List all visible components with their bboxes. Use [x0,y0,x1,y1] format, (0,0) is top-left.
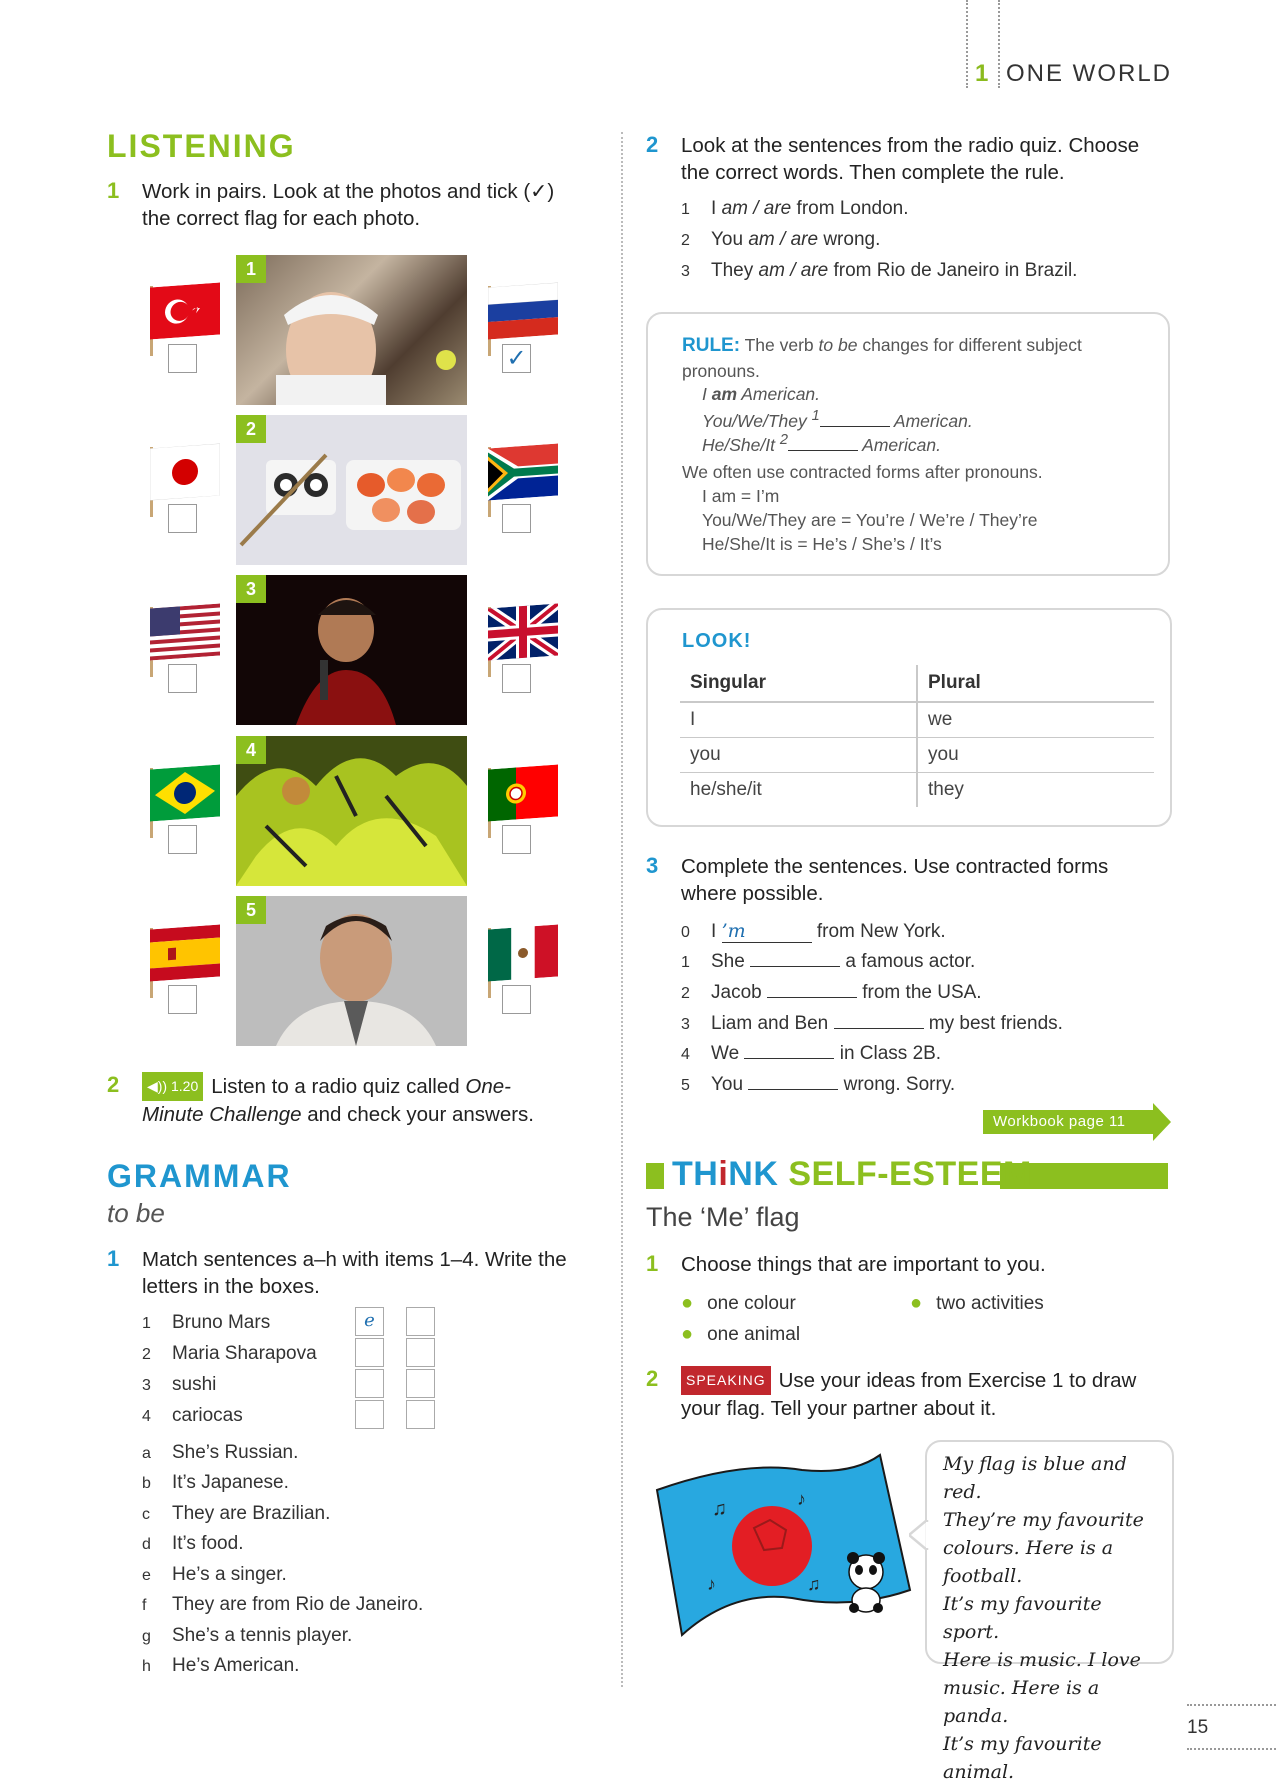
list-item: 0 I ’m from New York. [681,920,946,942]
table-row: he/she/it they [680,773,1154,808]
answer-box[interactable] [406,1338,435,1367]
rule-line: We often use contracted forms after pronouns. [682,462,1043,482]
table-header [680,665,1154,702]
think-title: THiNK SELF-ESTEEM [672,1155,1032,1193]
header-divider-right [998,0,1000,88]
listening-ex2-instruction: ◀)) 1.20 Listen to a radio quiz called One- Minute Challenge and check your answers. [142,1072,612,1128]
grammar-ex2-number: 2 [646,132,659,157]
rule-line: He/She/It is = He’s / She’s / It’s [702,534,942,554]
rule-blank[interactable] [820,426,890,427]
list-item: 1 Bruno Mars [142,1312,271,1333]
look-label: LOOK! [682,630,752,652]
photo-actor [236,896,467,1046]
south-africa-flag-icon[interactable] [488,444,558,501]
speech-bubble-text: My flag is blue and red. They’re my favourite colours. Here is a football. It’s my favourite sport. Here is music. I love music. Here is a panda. It’s my favourite animal. [943,1453,1144,1783]
music-note-icon: ♫ [712,1498,727,1520]
list-item: 5 You wrong. Sorry. [681,1074,956,1095]
answer-box[interactable] [406,1369,435,1398]
list-item: 1 She a famous actor. [681,951,976,972]
rule-line: RULE: The verb to be changes for different subject [682,335,1082,356]
rule-line: I am American. [702,384,821,404]
page-number: 15 [1187,1717,1209,1738]
bullet-icon: ● [681,1292,694,1314]
think-ex1-number: 1 [646,1251,659,1276]
answer-box[interactable] [355,1369,384,1398]
tick-box[interactable]: ✓ [502,344,531,373]
panda-icon [847,1552,885,1613]
grammar-ex3-number: 3 [646,853,659,878]
tick-box[interactable] [168,344,197,373]
answer-box[interactable] [355,1338,384,1367]
arrow-right-icon [1153,1103,1171,1141]
rule-line: You/We/They are = You’re / We’re / They’re [702,510,1038,530]
answer-box[interactable] [406,1307,435,1336]
photo-number: 3 [236,575,266,603]
listening-ex1-number: 1 [107,178,120,203]
grammar-subtitle: to be [107,1198,165,1228]
photo-number: 5 [236,896,266,924]
photo-tennis-player [236,255,467,405]
page-number-rule-top [1187,1704,1276,1706]
table-row: I we [680,702,1154,738]
rule-line: pronouns. [682,361,760,381]
tick-box[interactable] [168,825,197,854]
usa-flag-icon[interactable] [150,604,220,661]
tick-box[interactable] [168,504,197,533]
listening-ex2-number: 2 [107,1072,120,1097]
bullet-icon: ● [910,1292,923,1314]
listening-ex1-instruction: Work in pairs. Look at the photos and tick (✓) the correct flag for each photo. [142,180,555,230]
list-item: ● two activities [910,1292,1044,1314]
list-item: 3 They am / are from Rio de Janeiro in Brazil. [681,260,1078,281]
think-ex2-number: 2 [646,1366,659,1391]
answer-blank[interactable] [744,1058,834,1059]
unit-number: 1 [975,60,989,87]
speech-bubble-tail [909,1520,929,1550]
rule-line: You/We/They $^1$ American. [702,408,973,431]
tick-box[interactable] [502,504,531,533]
grammar-ex1-number: 1 [107,1246,120,1271]
answer-blank[interactable] [748,1089,838,1090]
rule-blank[interactable] [788,450,858,451]
list-item: 2 Maria Sharapova [142,1343,317,1364]
list-item: 3 sushi [142,1374,217,1395]
photo-number: 2 [236,415,266,443]
brazil-flag-icon[interactable] [150,765,220,822]
list-item: 2 You am / are wrong. [681,229,881,250]
list-item: g She’s a tennis player. [142,1625,353,1646]
list-item: 4 cariocas [142,1405,243,1426]
russia-flag-icon[interactable] [488,283,558,340]
spain-flag-icon[interactable] [150,925,220,982]
music-note-icon: ♫ [807,1574,821,1594]
list-item: d It’s food. [142,1533,244,1554]
listening-title: LISTENING [107,128,296,164]
answer-box[interactable] [406,1400,435,1429]
rule-line: I am = I’m [702,486,780,506]
bullet-icon: ● [681,1323,694,1345]
answer-box[interactable]: e [355,1307,384,1336]
answer-blank[interactable] [750,966,840,967]
tick-box[interactable] [168,985,197,1014]
banner-bar-left [646,1163,664,1189]
music-note-icon: ♪ [707,1574,716,1594]
list-item: 3 Liam and Ben my best friends. [681,1013,1063,1034]
tick-box[interactable] [168,664,197,693]
japan-flag-icon[interactable] [150,444,220,501]
list-item: c They are Brazilian. [142,1503,331,1524]
list-item: ● one colour [681,1292,796,1314]
list-item: a She’s Russian. [142,1442,299,1463]
table-row: you you [680,738,1154,773]
answer-box[interactable] [355,1400,384,1429]
unit-title: ONE WORLD [1006,60,1173,87]
list-item: ● one animal [681,1323,801,1345]
list-item: 4 We in Class 2B. [681,1043,942,1064]
column-divider [621,132,623,1687]
tick-box[interactable] [502,825,531,854]
me-flag-drawing [652,1450,914,1640]
rule-line: He/She/It $^2$ American. [702,432,941,455]
tick-box[interactable] [502,985,531,1014]
mexico-flag-icon[interactable] [488,925,558,982]
turkey-flag-icon[interactable] [150,283,220,340]
portugal-flag-icon[interactable] [488,765,558,822]
answer-blank[interactable]: ’m [722,920,812,943]
column-header: Plural [917,665,1154,702]
list-item: e He’s a singer. [142,1564,287,1585]
think-ex1-instruction: Choose things that are important to you. [681,1253,1046,1276]
list-item: h He’s American. [142,1655,300,1676]
photo-sushi [236,415,467,565]
header-divider-left [966,0,968,88]
audio-track-button[interactable]: ◀)) 1.20 [142,1072,203,1101]
music-note-icon: ♪ [797,1489,806,1509]
speaking-badge: SPEAKING [681,1366,771,1395]
answer-blank[interactable] [767,997,857,998]
think-ex2-instruction: SPEAKING Use your ideas from Exercise 1 to draw your flag. Tell your partner about it. [681,1366,1181,1422]
pronoun-table [680,665,1154,807]
list-item: 2 Jacob from the USA. [681,982,982,1003]
list-item: b It’s Japanese. [142,1472,289,1493]
tick-box[interactable] [502,664,531,693]
photo-number: 1 [236,255,266,283]
column-header: Singular [680,665,917,702]
grammar-ex2-instruction: Look at the sentences from the radio quiz. Choose the correct words. Then complete the rule. [681,134,1140,184]
page-number-rule-bottom [1187,1748,1276,1750]
photo-carnival [236,736,467,886]
list-item: f They are from Rio de Janeiro. [142,1594,424,1615]
uk-flag-icon[interactable] [488,604,558,661]
list-item: 1 I am / are from London. [681,198,909,219]
grammar-title: GRAMMAR [107,1158,292,1194]
think-subtitle: The ‘Me’ flag [646,1202,800,1232]
grammar-ex3-instruction: Complete the sentences. Use contracted forms where possible. [681,855,1109,905]
grammar-ex1-instruction: Match sentences a–h with items 1–4. Write the letters in the boxes. [142,1248,567,1298]
photo-number: 4 [236,736,266,764]
answer-blank[interactable] [834,1028,924,1029]
photo-singer [236,575,467,725]
workbook-link[interactable]: Workbook page 11 [983,1110,1153,1134]
